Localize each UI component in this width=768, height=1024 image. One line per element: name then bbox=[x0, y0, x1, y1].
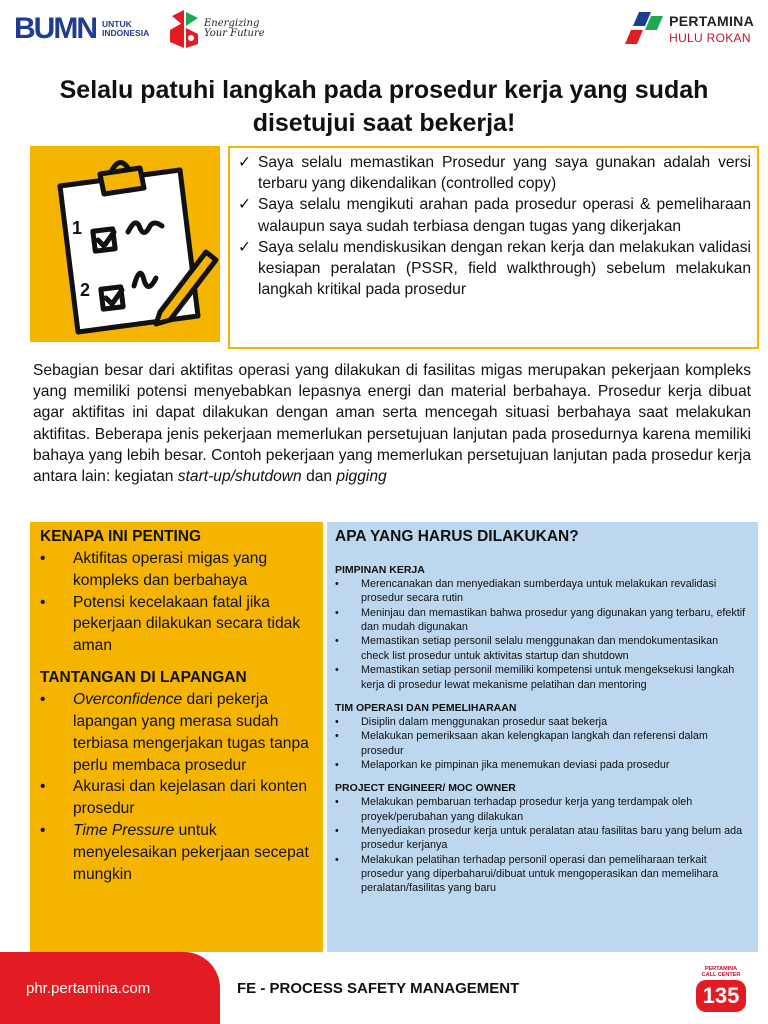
commitment-checklist bbox=[228, 146, 759, 349]
svg-text:2: 2 bbox=[80, 280, 91, 300]
section-title: TIM OPERASI DAN PEMELIHARAAN bbox=[335, 701, 517, 714]
what-to-do-panel bbox=[327, 522, 758, 952]
pertamina-name: PERTAMINA bbox=[669, 13, 754, 29]
section-title: PROJECT ENGINEER/ MOC OWNER bbox=[335, 782, 516, 795]
call-center-badge: PERTAMINA CALL CENTER 135 bbox=[696, 966, 746, 1012]
clipboard-icon bbox=[30, 146, 220, 342]
list-item: • Menyediakan prosedur kerja untuk peralatan atau fasilitas baru yang belum ada prosedur kerjanya bbox=[335, 824, 748, 853]
pertamina-mark-icon bbox=[625, 12, 663, 46]
list-item: • Merencanakan dan menyediakan sumberdaya untuk melakukan revalidasi prosedur secara rutin bbox=[335, 577, 748, 606]
bumn-logo bbox=[14, 14, 149, 44]
pertamina-logo bbox=[625, 12, 754, 46]
list-item: • Melakukan pembaruan terhadap prosedur kerja yang terdampak oleh proyek/perubahan yang dilakukan bbox=[335, 795, 748, 824]
intro-emphasis: start-up/shutdown bbox=[177, 468, 302, 486]
footer bbox=[0, 952, 768, 1024]
clipboard-illustration bbox=[30, 146, 220, 342]
why-important-heading: KENAPA INI PENTING bbox=[40, 528, 202, 545]
list-item: • Meninjau dan memastikan bahwa prosedur yang digunakan yang terbaru, efektif dan mudah digunakan bbox=[335, 606, 748, 635]
pertamina-sub: HULU ROKAN bbox=[669, 31, 751, 45]
list-item: • Melaporkan ke pimpinan jika menemukan deviasi pada prosedur bbox=[335, 758, 748, 772]
checklist-item: ✓ Saya selalu mengikuti arahan pada prosedur operasi & pemeliharaan walaupun saya sudah terbiasa dengan tugas yang dikerjakan bbox=[238, 194, 751, 236]
call-center-number: 135 bbox=[696, 980, 746, 1012]
checklist-item: ✓ Saya selalu memastikan Prosedur yang saya gunakan adalah versi terbaru yang dikendalikan (controlled copy) bbox=[238, 152, 751, 194]
list-item: • Memastikan setiap personil memiliki kompetensi untuk mengeksekusi langkah kerja di prosedur lewat mekanisme pelatihan dan mentoring bbox=[335, 663, 748, 692]
section-title: PIMPINAN KERJA bbox=[335, 564, 425, 576]
why-important-panel bbox=[30, 522, 323, 952]
list-item: • Melakukan pelatihan terhadap personil operasi dan pemeliharaan terkait prosedur yang diperbaharui/dibuat untuk mengoperasikan dan memelihara peralatan/fasilitas yang baru bbox=[335, 853, 748, 896]
list-item: • Akurasi dan kejelasan dari konten prosedur bbox=[40, 776, 313, 820]
list-item: • Aktifitas operasi migas yang kompleks dan berbahaya bbox=[40, 548, 313, 592]
what-to-do-heading: APA YANG HARUS DILAKUKAN? bbox=[335, 528, 579, 545]
list-item: • Melakukan pemeriksaan akan kelengkapan langkah dan referensi dalam prosedur bbox=[335, 729, 748, 758]
website-link[interactable]: phr.pertamina.com bbox=[26, 980, 151, 997]
list-item: • Disiplin dalam menggunakan prosedur saat bekerja bbox=[335, 715, 748, 729]
checklist-item: ✓ Saya selalu mendiskusikan dengan rekan kerja dan melakukan validasi kesiapan peralatan (PSSR, field walkthrough) sebelum melakukan langkah kritikal pada prosedur bbox=[238, 237, 751, 301]
energizing-logo: Energizing Your Future bbox=[168, 8, 265, 50]
list-item: • Memastikan setiap personil selalu menggunakan dan mendokumentasikan check list prosedur untuk aktivitas startup dan shutdown bbox=[335, 634, 748, 663]
svg-text:1: 1 bbox=[72, 218, 83, 238]
bumn-subtitle: UNTUK INDONESIA bbox=[102, 19, 150, 38]
footer-title: FE - PROCESS SAFETY MANAGEMENT bbox=[237, 980, 520, 997]
bumn-mark: BUMN bbox=[14, 12, 96, 45]
page-title: Selalu patuhi langkah pada prosedur kerja yang sudah disetujui saat bekerja! bbox=[59, 76, 709, 137]
energizing-mark-icon bbox=[168, 8, 200, 50]
list-item: • Time Pressure untuk menyelesaikan pekerjaan secepat mungkin bbox=[40, 820, 313, 885]
list-item: • Overconfidence dari pekerja lapangan yang merasa sudah terbiasa mengerjakan tugas tanpa perlu membaca prosedur bbox=[40, 689, 313, 776]
list-item: • Potensi kecelakaan fatal jika pekerjaan dilakukan secara tidak aman bbox=[40, 592, 313, 657]
intro-paragraph: Sebagian besar dari aktifitas operasi yang dilakukan di fasilitas migas merupakan pekerjaan kompleks yang memiliki potensi menyebabkan lepasnya energi dan material berbahaya. Prosedur kerja dibuat agar aktifitas ini dapat dilakukan dengan aman serta mencegah situasi berbahaya saat melakukan aktifitas. Beberapa jenis pekerjaan memerlukan persetujuan lanjutan pada prosedurnya karena memiliki bahaya yang lebih besar. Contoh pekerjaan yang memerlukan persetujuan lanjutan pada prosedur kerja antara lain: kegiatan start-up/shutdown dan pigging bbox=[33, 362, 751, 486]
field-challenges-heading: TANTANGAN DI LAPANGAN bbox=[40, 669, 247, 687]
intro-emphasis: pigging bbox=[336, 468, 387, 486]
